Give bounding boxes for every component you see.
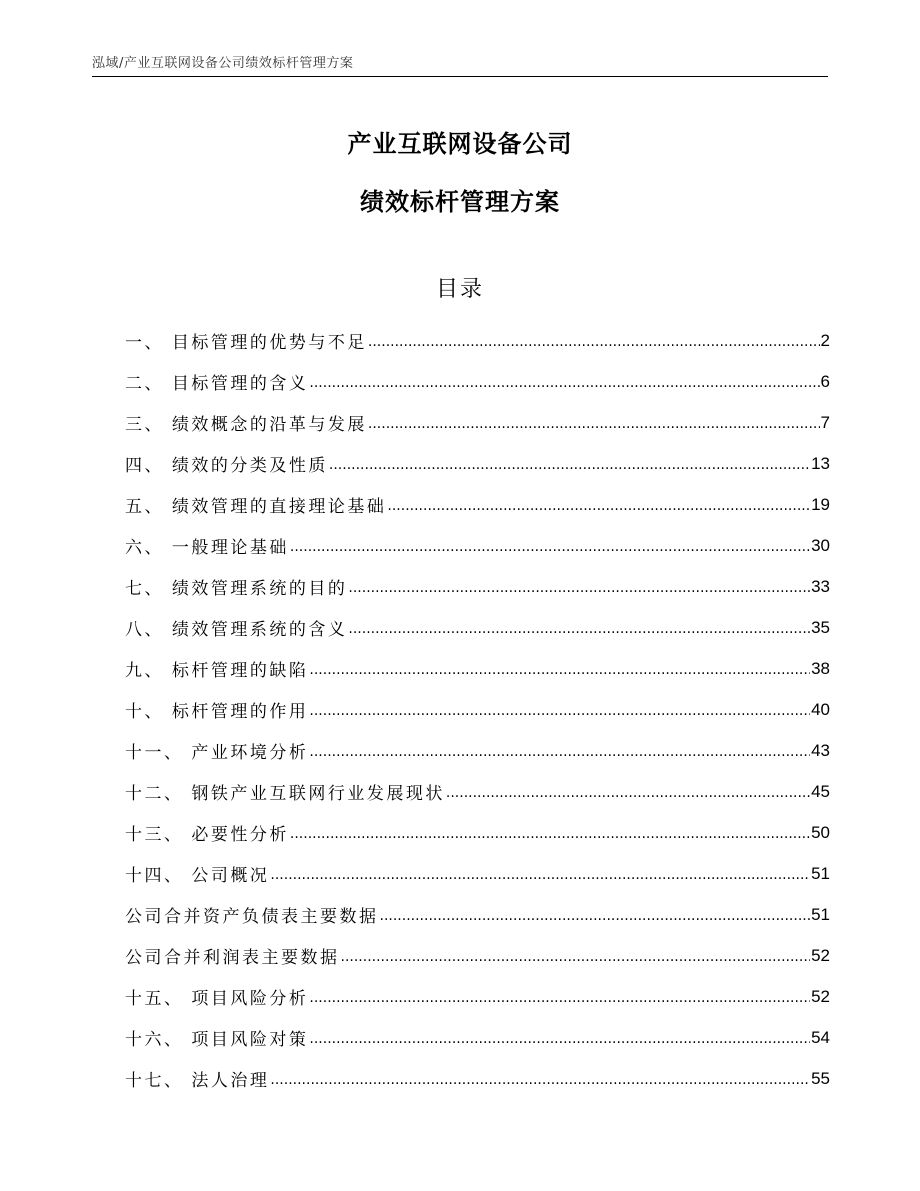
toc-entry[interactable] bbox=[125, 812, 830, 853]
toc-entry[interactable] bbox=[125, 443, 830, 484]
toc-dot-leader bbox=[309, 659, 810, 679]
toc-entry[interactable] bbox=[125, 566, 830, 607]
toc-dot-leader bbox=[270, 1069, 810, 1089]
toc-entry-page: 54 bbox=[811, 1027, 830, 1047]
toc-entry-title: 十六、 项目风险对策 bbox=[125, 1030, 309, 1050]
toc-dot-leader bbox=[309, 741, 810, 761]
toc-dot-leader bbox=[348, 577, 810, 597]
toc-entry[interactable] bbox=[125, 402, 830, 443]
toc-entry-title: 八、 绩效管理系统的含义 bbox=[125, 620, 348, 640]
toc-dot-leader bbox=[341, 946, 811, 966]
page-header: 泓域/产业互联网设备公司绩效标杆管理方案 bbox=[92, 56, 354, 71]
toc-entry[interactable] bbox=[125, 1058, 830, 1099]
toc-entry-page: 43 bbox=[811, 740, 830, 760]
toc-entry-page: 52 bbox=[811, 986, 830, 1006]
toc-entry-title: 十、 标杆管理的作用 bbox=[125, 702, 309, 722]
toc-entry-title: 公司合并资产负债表主要数据 bbox=[125, 907, 379, 927]
toc-entry[interactable] bbox=[125, 730, 830, 771]
toc-entry-page: 7 bbox=[820, 412, 830, 432]
toc-entry[interactable] bbox=[125, 894, 830, 935]
toc-dot-leader bbox=[380, 905, 811, 925]
toc-entry-title: 十四、 公司概况 bbox=[125, 866, 270, 886]
toc-dot-leader bbox=[387, 495, 810, 515]
toc-entry-title: 十一、 产业环境分析 bbox=[125, 743, 309, 763]
toc-entry[interactable] bbox=[125, 607, 830, 648]
toc-entry-page: 6 bbox=[820, 371, 830, 391]
toc-dot-leader bbox=[348, 618, 810, 638]
toc-dot-leader bbox=[270, 864, 810, 884]
toc-entry[interactable] bbox=[125, 525, 830, 566]
toc-entry-title: 五、 绩效管理的直接理论基础 bbox=[125, 497, 387, 517]
document-title-line-2: 绩效标杆管理方案 bbox=[360, 188, 560, 216]
document-title-line-1: 产业互联网设备公司 bbox=[347, 130, 573, 158]
toc-dot-leader bbox=[309, 987, 810, 1007]
toc-entry-title: 公司合并利润表主要数据 bbox=[125, 948, 340, 968]
toc-entry-title: 九、 标杆管理的缺陷 bbox=[125, 661, 309, 681]
header-divider bbox=[92, 76, 828, 77]
toc-entry-page: 2 bbox=[820, 330, 830, 350]
toc-entry[interactable] bbox=[125, 771, 830, 812]
toc-entry[interactable] bbox=[125, 976, 830, 1017]
toc-entry-title: 十五、 项目风险分析 bbox=[125, 989, 309, 1009]
toc-heading: 目录 bbox=[435, 277, 484, 302]
toc-entry-title: 十七、 法人治理 bbox=[125, 1071, 270, 1091]
toc-entry-title: 二、 目标管理的含义 bbox=[125, 374, 309, 394]
toc-dot-leader bbox=[368, 331, 820, 351]
toc-entry-title: 四、 绩效的分类及性质 bbox=[125, 456, 328, 476]
toc-entry-title: 一、 目标管理的优势与不足 bbox=[125, 333, 367, 353]
toc-entry-page: 51 bbox=[811, 904, 830, 924]
toc-entry-title: 十二、 钢铁产业互联网行业发展现状 bbox=[125, 784, 445, 804]
toc-entry-title: 七、 绩效管理系统的目的 bbox=[125, 579, 348, 599]
toc-entry[interactable] bbox=[125, 1017, 830, 1058]
toc-dot-leader bbox=[446, 782, 810, 802]
toc-entry-page: 38 bbox=[811, 658, 830, 678]
table-of-contents bbox=[125, 320, 830, 1099]
toc-entry[interactable] bbox=[125, 361, 830, 402]
toc-entry-page: 52 bbox=[811, 945, 830, 965]
toc-dot-leader bbox=[309, 1028, 810, 1048]
toc-entry[interactable] bbox=[125, 689, 830, 730]
toc-entry-page: 30 bbox=[811, 535, 830, 555]
toc-entry[interactable] bbox=[125, 648, 830, 689]
toc-entry-page: 55 bbox=[811, 1068, 830, 1088]
toc-entry[interactable] bbox=[125, 853, 830, 894]
toc-dot-leader bbox=[309, 700, 810, 720]
toc-entry-page: 40 bbox=[811, 699, 830, 719]
toc-entry-page: 19 bbox=[811, 494, 830, 514]
toc-entry-page: 51 bbox=[811, 863, 830, 883]
toc-entry-page: 33 bbox=[811, 576, 830, 596]
toc-dot-leader bbox=[290, 823, 810, 843]
toc-entry-title: 三、 绩效概念的沿革与发展 bbox=[125, 415, 367, 435]
toc-dot-leader bbox=[290, 536, 810, 556]
toc-entry-page: 50 bbox=[811, 822, 830, 842]
toc-entry-title: 六、 一般理论基础 bbox=[125, 538, 289, 558]
toc-entry-page: 45 bbox=[811, 781, 830, 801]
toc-dot-leader bbox=[329, 454, 810, 474]
toc-dot-leader bbox=[309, 372, 819, 392]
toc-dot-leader bbox=[368, 413, 820, 433]
toc-entry-page: 35 bbox=[811, 617, 830, 637]
toc-entry[interactable] bbox=[125, 935, 830, 976]
toc-entry[interactable] bbox=[125, 320, 830, 361]
toc-entry-page: 13 bbox=[811, 453, 830, 473]
toc-entry-title: 十三、 必要性分析 bbox=[125, 825, 289, 845]
toc-entry[interactable] bbox=[125, 484, 830, 525]
